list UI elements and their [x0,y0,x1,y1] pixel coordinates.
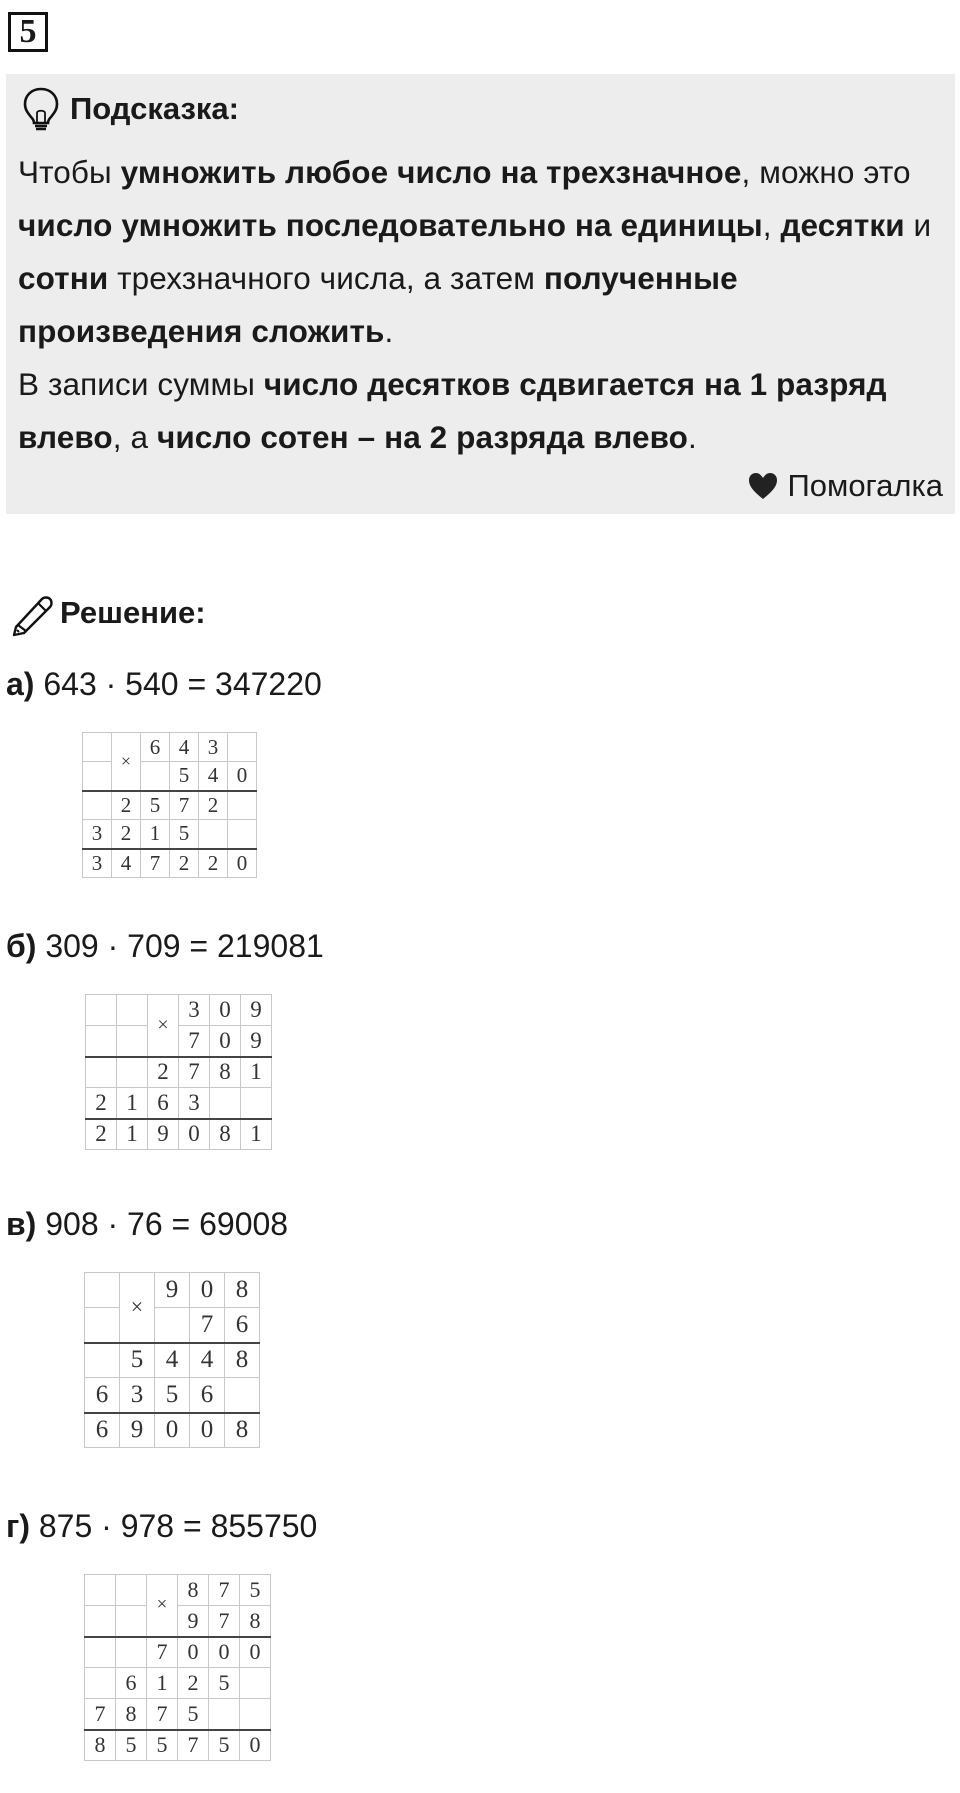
grid-cell: 2 [112,791,141,820]
grid-cell [85,1575,116,1606]
grid-row [85,1378,260,1413]
grid-cell [83,791,112,820]
grid-cell [199,820,228,849]
hint-fragment: и [904,207,932,243]
grid-row [85,1668,271,1699]
grid-cell [83,762,112,791]
grid-cell: 3 [199,733,228,762]
grid-cell: 2 [170,849,199,878]
grid-row [86,995,272,1026]
grid-cell: 4 [170,733,199,762]
grid-cell: 2 [178,1668,209,1699]
grid-cell: 0 [190,1273,225,1308]
grid-cell: 1 [117,1088,148,1119]
hint-fragment: . [384,313,394,349]
grid-cell: 5 [147,1730,178,1761]
problem-a [6,664,322,704]
grid-cell [117,995,148,1026]
grid-cell: 0 [179,1119,210,1150]
problem-label: б) [6,928,37,964]
problem-expression: 643 · 540 = 347220 [43,666,322,702]
grid-row [85,1606,271,1637]
grid-cell: 3 [179,1088,210,1119]
grid-cell: 8 [85,1730,116,1761]
grid-row [86,1026,272,1057]
multiply-sign: × [148,995,179,1057]
grid-cell [117,1026,148,1057]
grid-cell: 4 [112,849,141,878]
grid-cell: 6 [190,1378,225,1413]
grid-cell [241,1088,272,1119]
grid-row [83,791,257,820]
grid-cell [85,1308,120,1343]
hint-fragment: , а [112,419,157,455]
grid-row [85,1575,271,1606]
grid-row [83,733,257,762]
grid-cell: 3 [83,820,112,849]
solution-header [8,588,206,638]
grid-cell [85,1343,120,1378]
grid-cell: 7 [179,1026,210,1057]
grid-row [85,1699,271,1730]
grid-cell: 5 [209,1730,240,1761]
grid-cell [225,1378,260,1413]
grid-cell [85,1637,116,1668]
problem-expression: 309 · 709 = 219081 [45,928,324,964]
credit [747,466,943,506]
grid-cell: 1 [147,1668,178,1699]
grid-cell [228,791,257,820]
hint-emphasis: число умножить последовательно на единицы [18,207,763,243]
grid-cell [228,820,257,849]
hint-fragment: , можно это [741,154,911,190]
grid-cell: 3 [83,849,112,878]
multiplication-grid-b [85,994,272,1150]
grid-cell [228,733,257,762]
grid-row [85,1730,271,1761]
grid-cell: 7 [147,1699,178,1730]
grid-row [83,820,257,849]
heart-icon [747,471,779,501]
grid-cell: 1 [241,1119,272,1150]
multiplication-grid-d [84,1574,271,1761]
hint-header [20,84,239,134]
grid-cell: 5 [209,1668,240,1699]
grid-cell: 0 [210,995,241,1026]
grid-cell: 1 [241,1057,272,1088]
grid-row [83,849,257,878]
grid-cell [155,1308,190,1343]
grid-row [85,1343,260,1378]
grid-cell [83,733,112,762]
grid-cell: 0 [210,1026,241,1057]
hint-emphasis: полученные произведения сложить [18,260,738,349]
grid-cell: 7 [190,1308,225,1343]
grid-cell: 2 [199,791,228,820]
problem-label: а) [6,666,35,702]
multiply-sign: × [120,1273,155,1343]
grid-cell [86,995,117,1026]
grid-row [85,1637,271,1668]
grid-cell: 7 [85,1699,116,1730]
grid-cell [210,1088,241,1119]
grid-cell: 1 [141,820,170,849]
grid-cell: 5 [155,1378,190,1413]
grid-cell: 4 [190,1343,225,1378]
grid-cell: 0 [209,1637,240,1668]
multiply-sign: × [112,733,141,791]
grid-cell: 8 [178,1575,209,1606]
grid-cell: 9 [241,1026,272,1057]
grid-cell: 5 [178,1699,209,1730]
grid-cell: 3 [120,1378,155,1413]
problem-c [6,1204,288,1244]
hint-emphasis: число десятков сдвигается на 1 разряд влево [18,366,887,455]
grid-cell: 0 [228,849,257,878]
grid-cell: 2 [86,1119,117,1150]
multiply-sign: × [147,1575,178,1637]
grid-cell: 4 [155,1343,190,1378]
grid-cell [240,1668,271,1699]
multiplication-grid-a [82,732,257,878]
grid-cell: 6 [148,1088,179,1119]
grid-cell: 6 [141,733,170,762]
grid-row [85,1273,260,1308]
grid-cell [209,1699,240,1730]
grid-cell: 5 [170,762,199,791]
hint-emphasis: десятки [780,207,905,243]
grid-cell: 8 [240,1606,271,1637]
grid-cell: 5 [141,791,170,820]
grid-row [86,1057,272,1088]
problem-b [6,926,324,966]
grid-cell: 7 [178,1730,209,1761]
grid-cell [141,762,170,791]
grid-cell: 8 [225,1413,260,1448]
grid-cell: 9 [148,1119,179,1150]
grid-cell: 4 [199,762,228,791]
hint-fragment: Чтобы [18,154,121,190]
hint-fragment: , [762,207,781,243]
problem-expression: 908 · 76 = 69008 [45,1206,289,1242]
grid-row [83,762,257,791]
problem-expression: 875 · 978 = 855750 [38,1508,318,1544]
grid-cell: 9 [155,1273,190,1308]
grid-cell: 5 [240,1575,271,1606]
grid-cell [85,1273,120,1308]
solution-title: Решение: [60,595,206,630]
grid-cell [85,1606,116,1637]
grid-cell: 5 [116,1730,147,1761]
grid-row [86,1088,272,1119]
grid-cell: 7 [141,849,170,878]
grid-cell [116,1637,147,1668]
grid-cell: 8 [116,1699,147,1730]
hint-fragment: трехзначного числа, а затем [108,260,544,296]
hint-emphasis: умножить любое число на трехзначное [120,154,742,190]
grid-cell: 0 [178,1637,209,1668]
grid-cell: 8 [225,1273,260,1308]
grid-cell: 9 [241,995,272,1026]
grid-cell: 7 [170,791,199,820]
grid-row [85,1308,260,1343]
grid-cell: 2 [112,820,141,849]
problem-d [6,1506,317,1546]
grid-cell: 9 [120,1413,155,1448]
grid-cell [240,1699,271,1730]
grid-cell: 2 [199,849,228,878]
grid-cell: 6 [85,1378,120,1413]
pencil-icon [8,589,56,637]
grid-cell [85,1668,116,1699]
grid-cell: 6 [85,1413,120,1448]
grid-cell: 9 [178,1606,209,1637]
problem-label: в) [6,1206,37,1242]
hint-title: Подсказка: [70,91,239,126]
grid-cell: 5 [120,1343,155,1378]
grid-row [86,1119,272,1150]
grid-cell: 7 [179,1057,210,1088]
grid-cell: 7 [209,1575,240,1606]
grid-cell: 7 [147,1637,178,1668]
hint-emphasis: сотни [18,260,109,296]
grid-cell: 8 [210,1119,241,1150]
hint-fragment: . [687,419,697,455]
credit-text: Помогалка [787,468,943,503]
grid-cell: 1 [117,1119,148,1150]
grid-cell: 0 [240,1637,271,1668]
task-number: 5 [8,12,48,52]
hint-text [18,146,948,464]
grid-cell: 6 [225,1308,260,1343]
grid-cell [116,1606,147,1637]
grid-cell: 0 [190,1413,225,1448]
lightbulb-icon [20,86,62,132]
grid-cell [86,1057,117,1088]
grid-cell: 2 [148,1057,179,1088]
multiplication-grid-c [84,1272,260,1448]
grid-cell: 6 [116,1668,147,1699]
grid-cell: 2 [86,1088,117,1119]
problem-label: г) [6,1508,30,1544]
grid-cell [86,1026,117,1057]
grid-cell: 0 [228,762,257,791]
grid-cell: 3 [179,995,210,1026]
grid-cell: 0 [240,1730,271,1761]
grid-cell [117,1057,148,1088]
grid-cell: 5 [170,820,199,849]
grid-cell: 0 [155,1413,190,1448]
hint-box [6,74,955,514]
grid-row [85,1413,260,1448]
hint-emphasis: число сотен – на 2 разряда влево [156,419,688,455]
grid-cell: 8 [225,1343,260,1378]
grid-cell: 8 [210,1057,241,1088]
grid-cell [116,1575,147,1606]
hint-fragment: В записи суммы [18,366,264,402]
grid-cell: 7 [209,1606,240,1637]
